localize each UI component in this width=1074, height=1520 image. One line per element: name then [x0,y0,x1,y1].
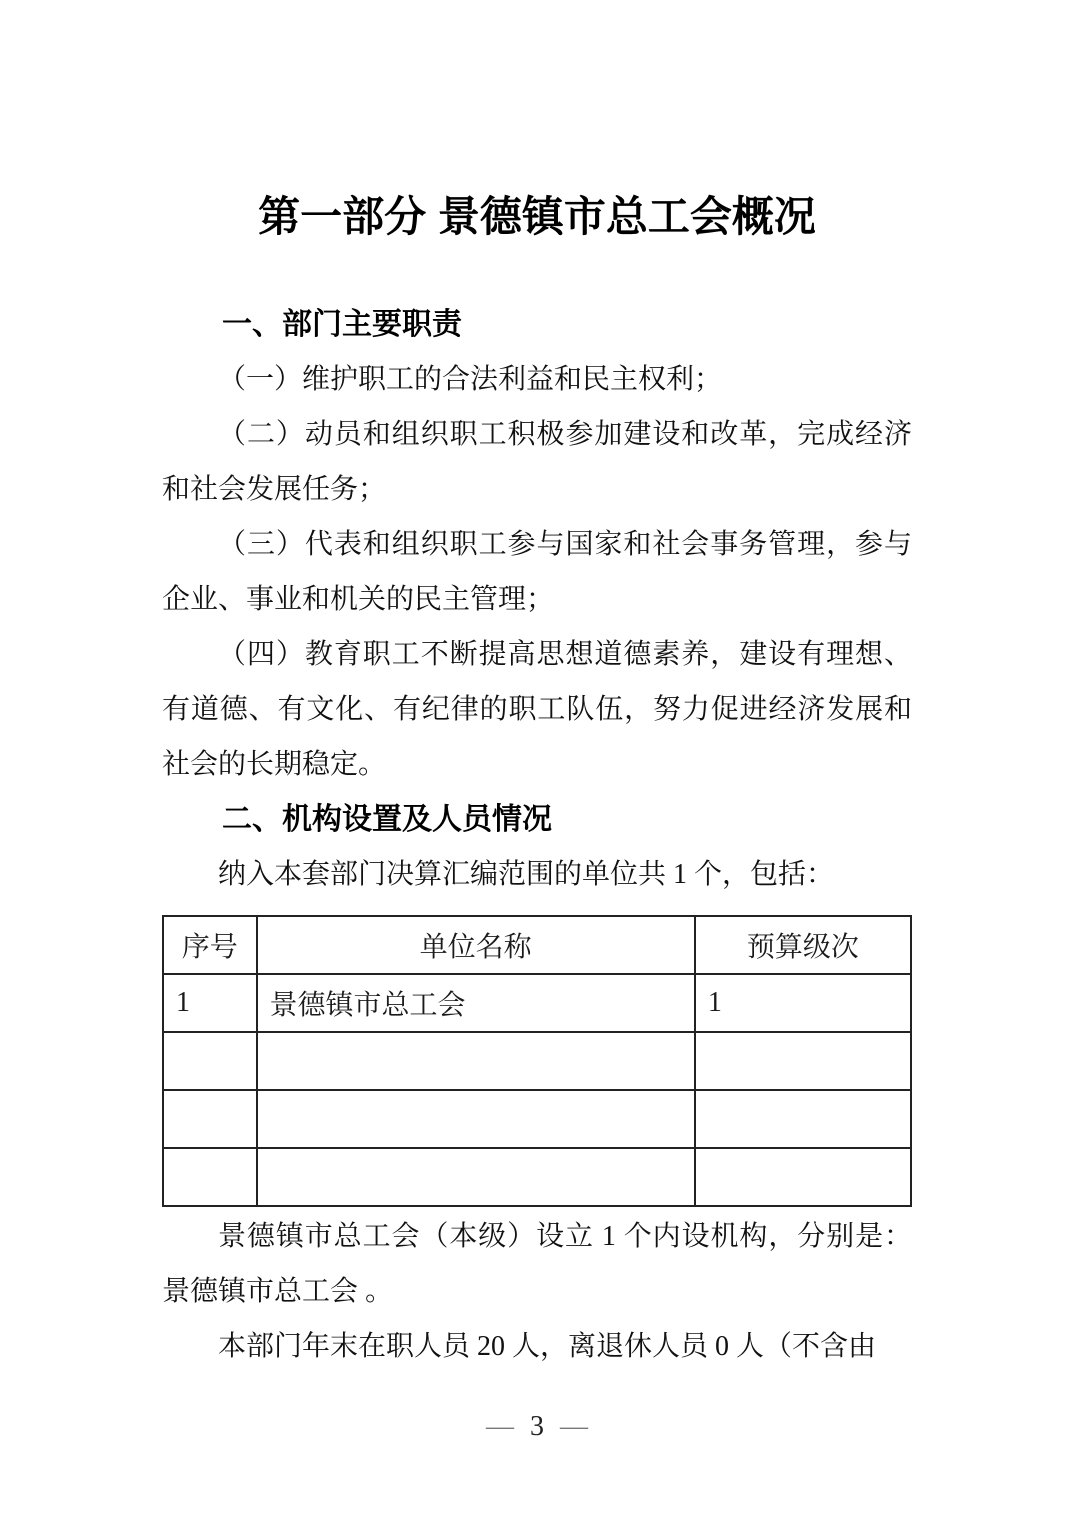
table-cell [695,1032,911,1090]
page-footer [162,1409,912,1445]
table-row [163,1032,911,1090]
table-header-index: 序号 [163,916,257,974]
table-cell: 景德镇市总工会 [257,974,695,1032]
page-title: 第一部分 景德镇市总工会概况 [258,193,816,240]
table-row [163,1148,911,1206]
table-cell [257,1148,695,1206]
page-number: 3 [530,1411,544,1442]
footer-right-dash: — [560,1411,588,1442]
table-header-budget-level: 预算级次 [695,916,911,974]
section-1-paragraph-4: （四）教育职工不断提高思想道德素养，建设有理想、有道德、有文化、有纪律的职工队伍，努力促进经济发展和社会的长期稳定。 [162,639,912,780]
table-row [163,1090,911,1148]
table-cell [163,1090,257,1148]
table-header-row [163,916,911,974]
units-table [162,915,912,1207]
section-2-paragraph-1: 纳入本套部门决算汇编范围的单位共 1 个，包括： [218,859,835,890]
section-1-paragraph-1: （一）维护职工的合法利益和民主权利； [218,364,723,395]
section-2-heading: 二、机构设置及人员情况 [222,803,552,836]
table-cell [163,1148,257,1206]
table-cell [695,1090,911,1148]
table-cell: 1 [163,974,257,1032]
section-1-paragraph-3: （三）代表和组织职工参与国家和社会事务管理，参与企业、事业和机关的民主管理； [162,529,912,615]
table-cell [257,1032,695,1090]
table-cell [257,1090,695,1148]
table-cell [163,1032,257,1090]
table-row [163,974,911,1032]
closing-paragraph-2: 本部门年末在职人员 20 人，离退休人员 0 人（不含由 [218,1331,877,1362]
section-1-paragraph-2: （二）动员和组织职工积极参加建设和改革，完成经济和社会发展任务； [162,419,912,505]
footer-left-dash: — [486,1411,514,1442]
table-cell [695,1148,911,1206]
closing-paragraph-1: 景德镇市总工会（本级）设立 1 个内设机构，分别是：景德镇市总工会 。 [162,1221,912,1307]
table-cell: 1 [695,974,911,1032]
section-1-heading: 一、部门主要职责 [222,308,462,341]
table-header-unit-name: 单位名称 [257,916,695,974]
